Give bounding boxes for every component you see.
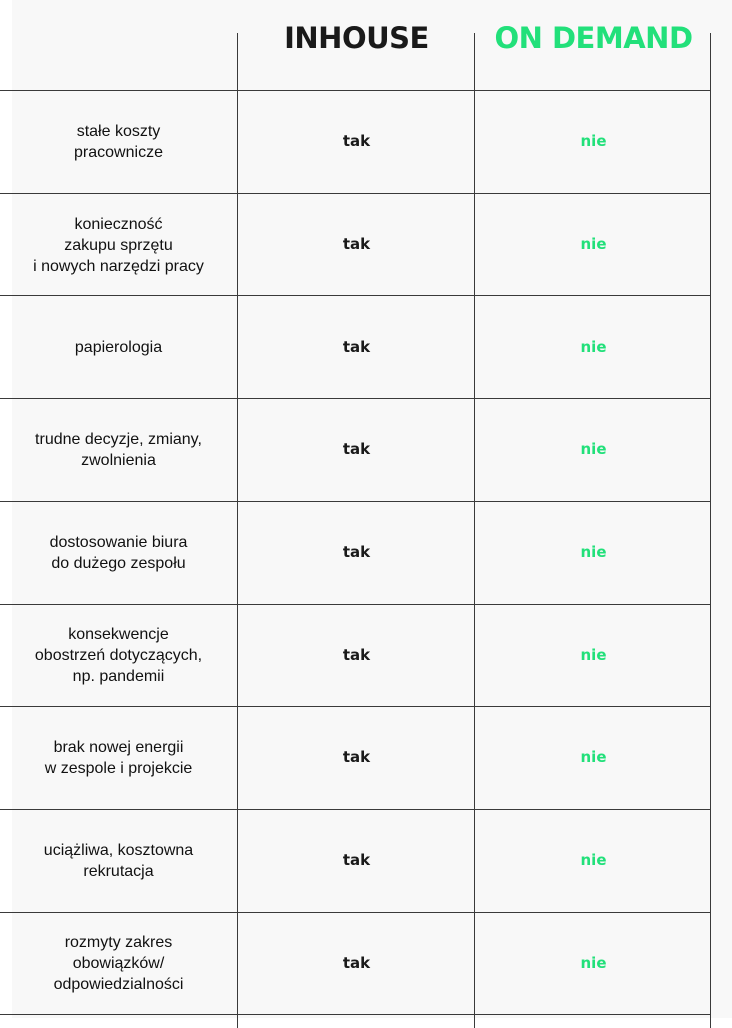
inhouse-value: tak (342, 645, 371, 664)
row-label: papierologia (74, 339, 163, 357)
table-row (0, 90, 711, 193)
inhouse-value: tak (342, 953, 371, 972)
row-label: rozmyty zakres obowiązków/ odpowiedzialności (53, 934, 184, 994)
table-row (0, 912, 711, 1015)
inhouse-value: tak (342, 440, 371, 459)
inhouse-value: tak (342, 132, 371, 151)
inhouse-value: tak (342, 337, 371, 356)
on-demand-value: nie (580, 645, 607, 664)
table-row (0, 501, 711, 604)
on-demand-value: nie (580, 440, 607, 459)
on-demand-value: nie (580, 235, 607, 254)
inhouse-value: tak (342, 543, 371, 562)
row-label: konieczność zakupu sprzętu i nowych narzędzi pracy (33, 215, 204, 275)
header-on-demand: ON DEMAND (494, 21, 693, 55)
row-label: konsekwencje obostrzeń dotyczących, np. pandemii (34, 626, 203, 686)
on-demand-value: nie (580, 132, 607, 151)
table-row (0, 398, 711, 501)
row-label: dostosowanie biura do dużego zespołu (49, 534, 188, 573)
on-demand-value: nie (580, 543, 607, 562)
inhouse-value: tak (342, 748, 371, 767)
header-inhouse: INHOUSE (284, 21, 429, 55)
row-label: brak nowej energii w zespole i projekcie (44, 739, 193, 778)
comparison-table (0, 90, 711, 1014)
row-label: trudne decyzje, zmiany, zwolnienia (35, 431, 202, 470)
table-row (0, 295, 711, 398)
on-demand-value: nie (580, 953, 607, 972)
inhouse-value: tak (342, 851, 371, 870)
table-row (0, 809, 711, 912)
inhouse-value: tak (342, 235, 371, 254)
table-row (0, 706, 711, 809)
on-demand-value: nie (580, 851, 607, 870)
table-row (0, 603, 711, 706)
row-label: stałe koszty pracownicze (74, 123, 163, 162)
table-row (0, 193, 711, 296)
row-label: uciążliwa, kosztowna rekrutacja (43, 842, 194, 881)
on-demand-value: nie (580, 748, 607, 767)
on-demand-value: nie (580, 337, 607, 356)
